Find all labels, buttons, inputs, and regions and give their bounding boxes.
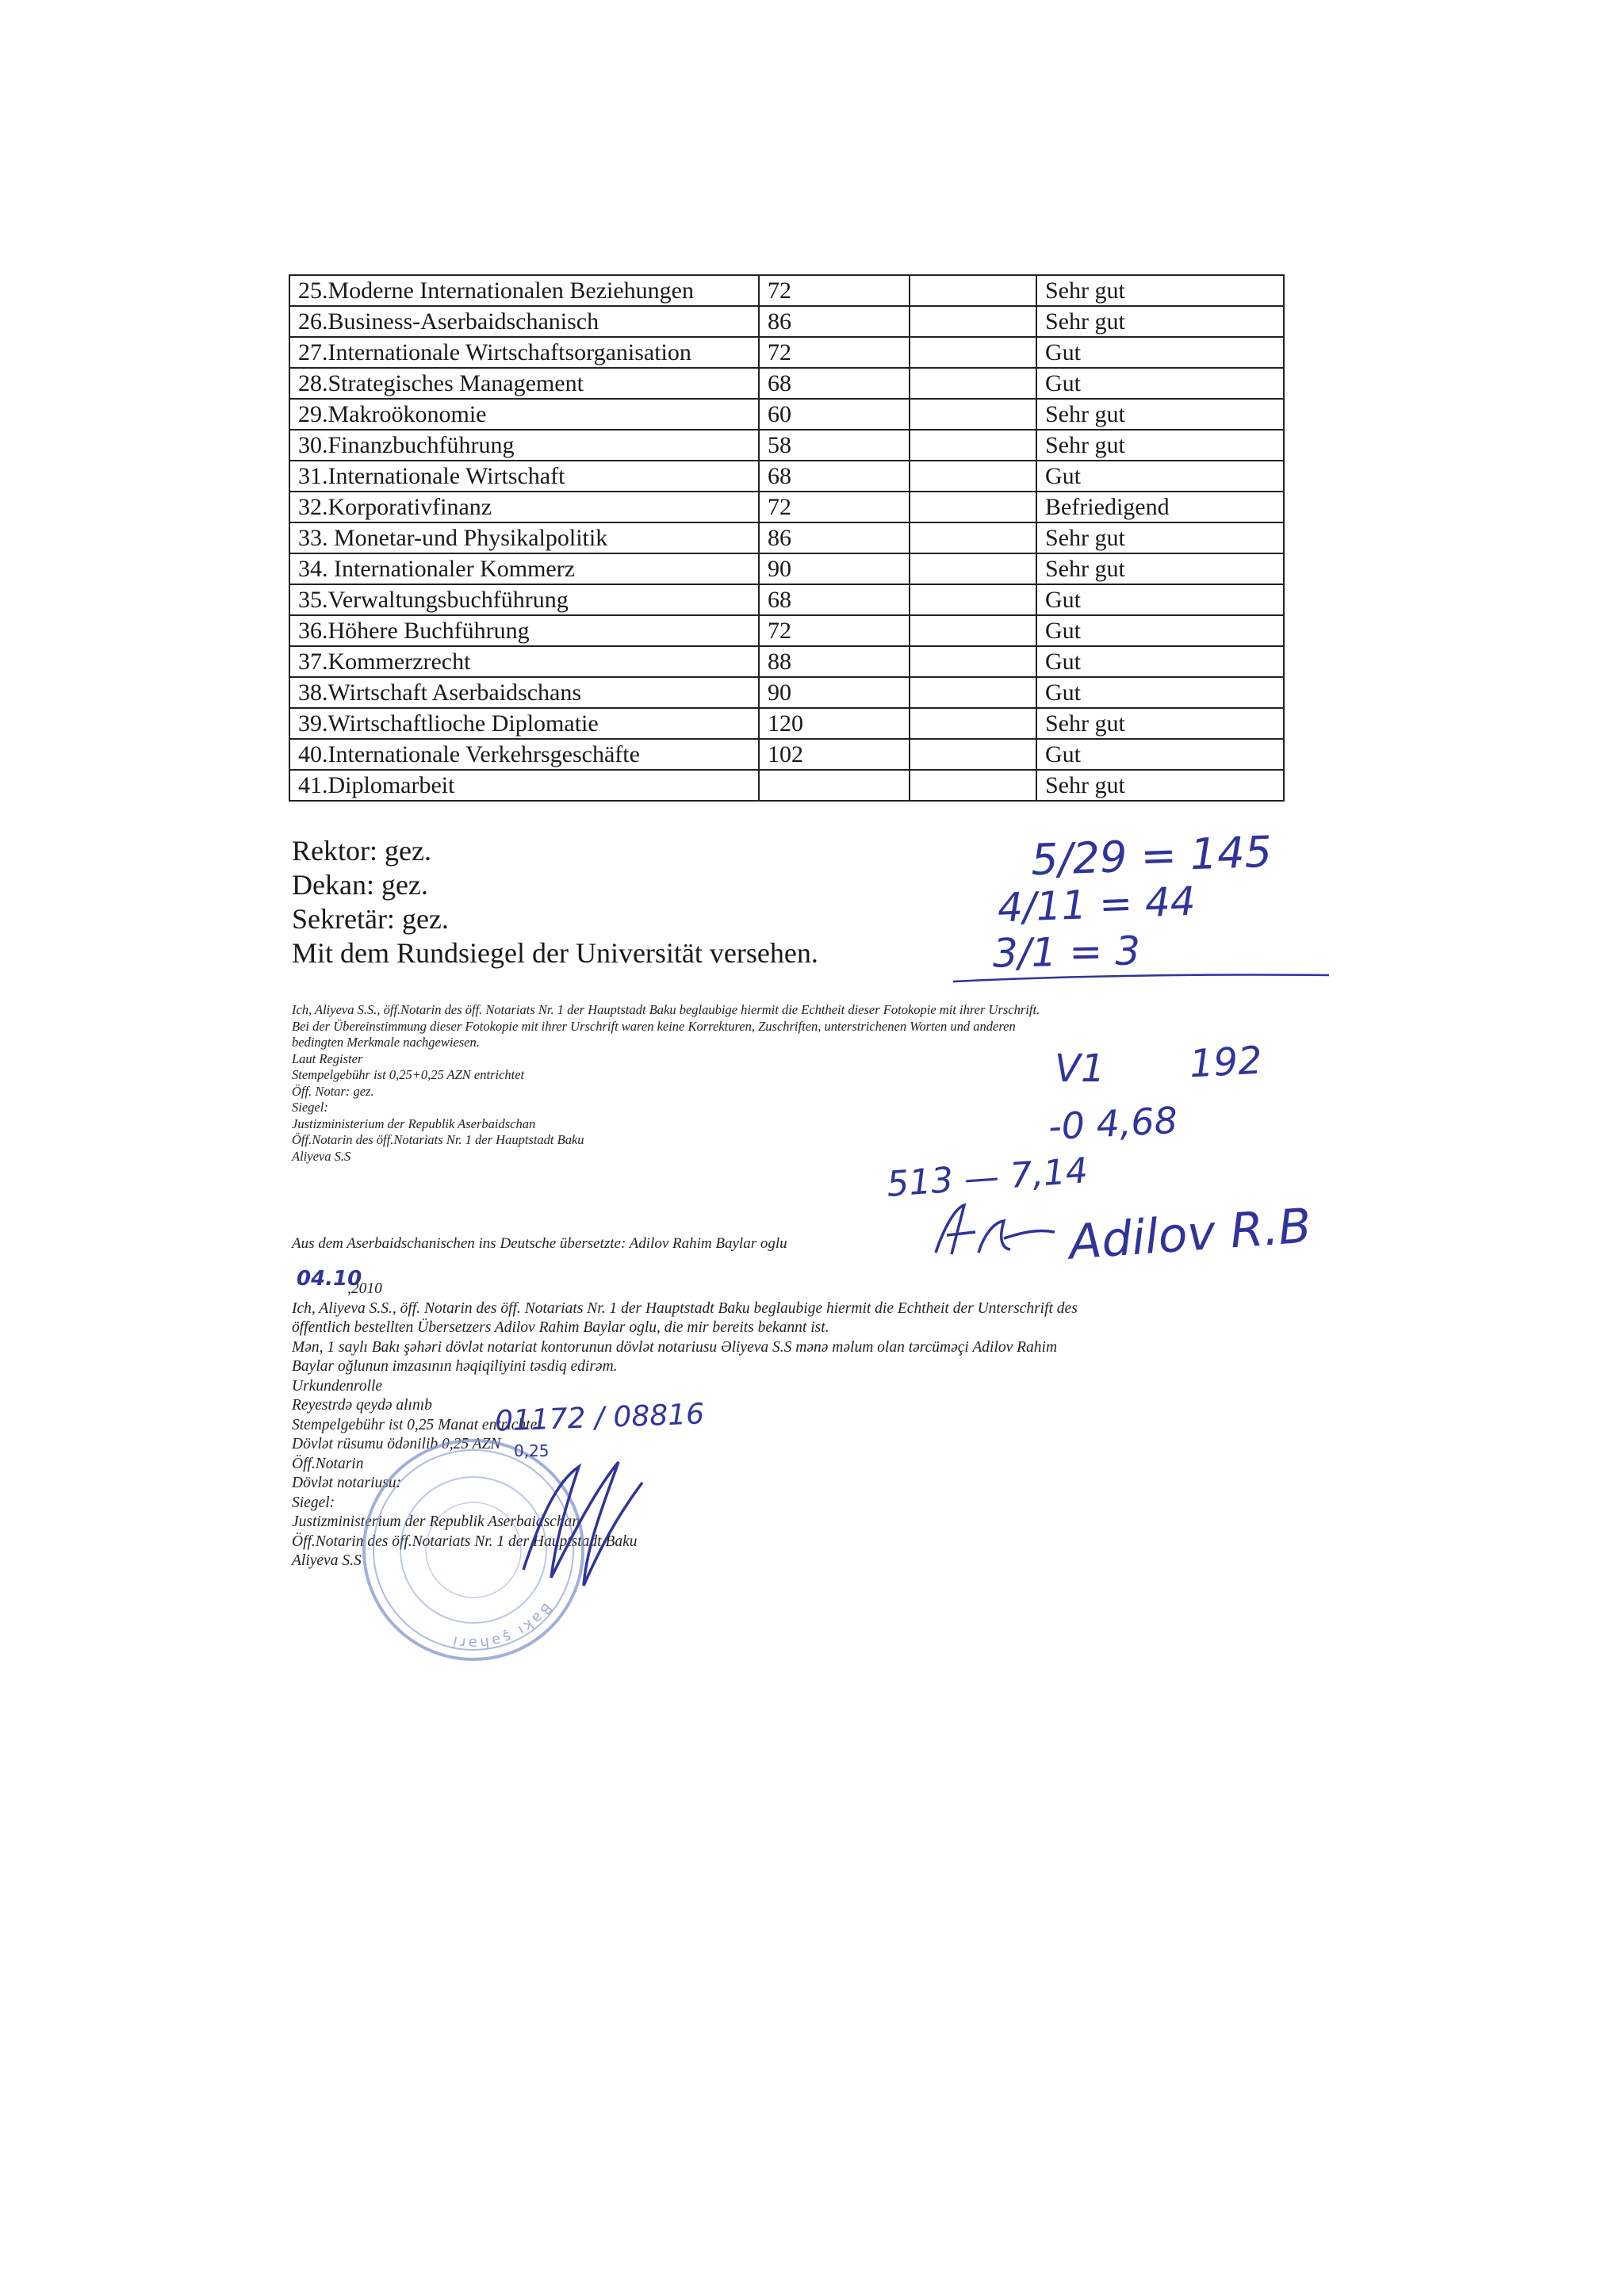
extra-cell <box>910 646 1036 677</box>
grade-cell: Gut <box>1036 677 1284 708</box>
handwritten-register: 513 — 7,14 <box>885 1150 1090 1205</box>
grade-cell: Sehr gut <box>1036 275 1284 306</box>
handwritten-calc-1: 5/29 = 145 <box>1029 826 1273 886</box>
notary-1-line: Siegel: <box>292 1100 328 1115</box>
notary-signature <box>508 1451 658 1594</box>
table-row <box>289 275 1284 306</box>
grade-cell: Sehr gut <box>1036 522 1284 553</box>
handwritten-date: 04.10 <box>297 1267 362 1291</box>
table-row <box>289 368 1284 399</box>
grade-cell: Sehr gut <box>1036 306 1284 337</box>
table-row <box>289 646 1284 677</box>
notary-1-line: Öff.Notarin des öff.Notariats Nr. 1 der Hauptstadt Baku <box>292 1132 584 1147</box>
extra-cell <box>910 770 1036 801</box>
handwritten-translator-name: Adilov R.B <box>1067 1198 1313 1271</box>
dekan-line: Dekan: gez. <box>292 869 428 901</box>
notary-1-line: Ich, Aliyeva S.S., öff.Notarin des öff. Notariats Nr. 1 der Hauptstadt Baku beglaubige hiermit die Echtheit dieser Fotokopie mit ihrer Urschrift. <box>292 1002 1040 1017</box>
grade-cell: Sehr gut <box>1036 708 1284 739</box>
table-row <box>289 337 1284 368</box>
extra-cell <box>910 615 1036 646</box>
subject-cell: 35.Verwaltungsbuchführung <box>289 584 759 615</box>
notary-2-line: Öff.Notarin des öff.Notariats Nr. 1 der Hauptstadt Baku <box>292 1533 638 1550</box>
subject-cell: 25.Moderne Internationalen Beziehungen <box>289 275 759 306</box>
grades-table <box>289 274 1285 802</box>
subject-cell: 39.Wirtschaftlioche Diplomatie <box>289 708 759 739</box>
seal-ring-text: Bakı şəhəri <box>449 1599 556 1652</box>
notary-2-line: Baylar oğlunun imzasının həqiqiliyini təsdiq edirəm. <box>292 1358 618 1375</box>
notary-2-line: Siegel: <box>292 1494 335 1511</box>
notary-1-line: Bei der Übereinstimmung dieser Fotokopie mit ihrer Urschrift waren keine Korrekturen, Zuschriften, unterstrichenen Worten und anderen <box>292 1018 1016 1034</box>
subject-cell: 36.Höhere Buchführung <box>289 615 759 646</box>
hours-cell: 86 <box>759 522 910 553</box>
grade-cell: Sehr gut <box>1036 553 1284 584</box>
hours-cell: 68 <box>759 368 910 399</box>
subject-cell: 38.Wirtschaft Aserbaidschans <box>289 677 759 708</box>
hours-cell: 72 <box>759 275 910 306</box>
subject-cell: 28.Strategisches Management <box>289 368 759 399</box>
extra-cell <box>910 275 1036 306</box>
extra-cell <box>910 553 1036 584</box>
grade-cell: Gut <box>1036 337 1284 368</box>
rektor-line: Rektor: gez. <box>292 835 431 867</box>
notary-2-line: Stempelgebühr ist 0,25 Manat entrichtet <box>292 1416 542 1433</box>
seal-line: Mit dem Rundsiegel der Universität versehen. <box>292 937 818 969</box>
grade-cell: Gut <box>1036 368 1284 399</box>
hours-cell: 72 <box>759 492 910 522</box>
notary-certification-1 <box>292 1002 1040 1165</box>
grade-cell: Gut <box>1036 584 1284 615</box>
hours-cell: 90 <box>759 677 910 708</box>
extra-cell <box>910 708 1036 739</box>
notary-1-line: Aliyeva S.S <box>292 1148 351 1164</box>
handwritten-amount: -0 4,68 <box>1047 1098 1179 1149</box>
subject-cell: 34. Internationaler Kommerz <box>289 553 759 584</box>
extra-cell <box>910 430 1036 461</box>
grade-cell: Gut <box>1036 461 1284 492</box>
handwritten-calc-3: 3/1 = 3 <box>992 928 1141 977</box>
table-row <box>289 553 1284 584</box>
extra-cell <box>910 368 1036 399</box>
table-row <box>289 615 1284 646</box>
notary-2-line: Ich, Aliyeva S.S., öff. Notarin des öff. Notariats Nr. 1 der Hauptstadt Baku beglaubige hiermit die Echtheit der Unterschrift des <box>292 1299 1078 1317</box>
subject-cell: 30.Finanzbuchführung <box>289 430 759 461</box>
notary-2-line: Mən, 1 saylı Bakı şəhəri dövlət notariat kontorunun dövlət notariusu Əliyeva S.S mənə məlum olan tərcüməçi Adilov Rahim <box>292 1338 1058 1356</box>
notary-1-line: bedingten Merkmale nachgewiesen. <box>292 1035 480 1050</box>
table-row <box>289 584 1284 615</box>
svg-text:Bakı şəhəri <box>449 1600 555 1651</box>
hours-cell: 58 <box>759 430 910 461</box>
grade-cell: Sehr gut <box>1036 399 1284 430</box>
handwritten-register-number: 01172 / 08816 <box>494 1398 705 1438</box>
notary-2-line: Öff.Notarin <box>292 1455 364 1472</box>
table-row <box>289 461 1284 492</box>
hours-cell: 72 <box>759 337 910 368</box>
signatures-block <box>292 834 818 970</box>
hours-cell: 72 <box>759 615 910 646</box>
grade-cell: Gut <box>1036 739 1284 770</box>
hours-cell: 102 <box>759 739 910 770</box>
hours-cell <box>759 770 910 801</box>
subject-cell: 33. Monetar-und Physikalpolitik <box>289 522 759 553</box>
handwritten-fee: 0,25 <box>514 1441 550 1460</box>
hours-cell: 90 <box>759 553 910 584</box>
notary-2-line: Reyestrdə qeydə alınıb <box>292 1397 432 1414</box>
table-row <box>289 522 1284 553</box>
handwritten-note-v1: V1 <box>1055 1047 1105 1091</box>
translator-line: Aus dem Aserbaidschanischen ins Deutsche übersetzte: Adilov Rahim Baylar oglu <box>292 1235 787 1252</box>
grade-cell: Sehr gut <box>1036 770 1284 801</box>
extra-cell <box>910 584 1036 615</box>
subject-cell: 32.Korporativfinanz <box>289 492 759 522</box>
notary-2-line: Justizministerium der Republik Aserbaidschan <box>292 1513 580 1530</box>
extra-cell <box>910 739 1036 770</box>
subject-cell: 29.Makroökonomie <box>289 399 759 430</box>
certification-date <box>292 1280 1078 1299</box>
table-row <box>289 770 1284 801</box>
subject-cell: 37.Kommerzrecht <box>289 646 759 677</box>
sekretar-line: Sekretär: gez. <box>292 903 449 935</box>
hours-cell: 68 <box>759 584 910 615</box>
notary-1-line: Justizministerium der Republik Aserbaidschan <box>292 1115 536 1131</box>
extra-cell <box>910 399 1036 430</box>
extra-cell <box>910 461 1036 492</box>
subject-cell: 31.Internationale Wirtschaft <box>289 461 759 492</box>
notary-1-line: Laut Register <box>292 1050 363 1066</box>
grade-cell: Gut <box>1036 615 1284 646</box>
notary-1-line: Stempelgebühr ist 0,25+0,25 AZN entrichtet <box>292 1067 525 1082</box>
notary-2-line: Dövlət notariusu: <box>292 1475 402 1491</box>
notary-2-line: Aliyeva S.S <box>292 1552 362 1569</box>
hours-cell: 86 <box>759 306 910 337</box>
notary-2-line: Urkundenrolle <box>292 1377 383 1395</box>
subject-cell: 40.Internationale Verkehrsgeschäfte <box>289 739 759 770</box>
table-row <box>289 739 1284 770</box>
table-row <box>289 677 1284 708</box>
handwritten-calc-2: 4/11 = 44 <box>997 878 1197 932</box>
grade-cell: Befriedigend <box>1036 492 1284 522</box>
date-year: ,2010 <box>347 1280 382 1297</box>
table-row <box>289 399 1284 430</box>
extra-cell <box>910 337 1036 368</box>
extra-cell <box>910 306 1036 337</box>
extra-cell <box>910 492 1036 522</box>
extra-cell <box>910 677 1036 708</box>
subject-cell: 27.Internationale Wirtschaftsorganisation <box>289 337 759 368</box>
table-row <box>289 708 1284 739</box>
subject-cell: 26.Business-Aserbaidschanisch <box>289 306 759 337</box>
grade-cell: Gut <box>1036 646 1284 677</box>
hours-cell: 120 <box>759 708 910 739</box>
grades-table-body <box>289 275 1284 801</box>
table-row <box>289 492 1284 522</box>
hours-cell: 68 <box>759 461 910 492</box>
translator-signature <box>928 1197 1063 1269</box>
table-row <box>289 430 1284 461</box>
notary-2-line: Dövlət rüsumu ödənilib 0,25 AZN <box>292 1436 501 1452</box>
handwritten-number: 192 <box>1188 1038 1264 1087</box>
notary-2-line: öffentlich bestellten Übersetzers Adilov Rahim Baylar oglu, die mir bereits bekannt ist. <box>292 1319 829 1336</box>
table-row <box>289 306 1284 337</box>
notary-1-line: Öff. Notar: gez. <box>292 1083 374 1099</box>
extra-cell <box>910 522 1036 553</box>
subject-cell: 41.Diplomarbeit <box>289 770 759 801</box>
hours-cell: 60 <box>759 399 910 430</box>
hours-cell: 88 <box>759 646 910 677</box>
grade-cell: Sehr gut <box>1036 430 1284 461</box>
